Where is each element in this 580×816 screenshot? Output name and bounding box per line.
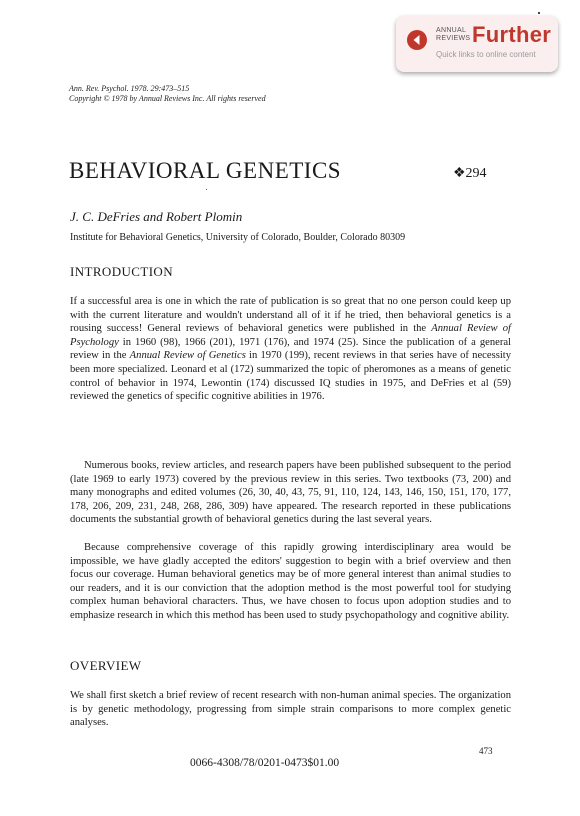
article-title: BEHAVIORAL GENETICS bbox=[69, 158, 342, 183]
overview-p1-text: We shall first sketch a brief review of recent research with non-human animal species. The organization is by genetic methodology, progressing from simple strain comparisons to more complex genetic analyses. bbox=[70, 690, 511, 729]
intro-paragraph-1 bbox=[70, 295, 511, 404]
page-number: 473 bbox=[479, 746, 493, 756]
mark-dot bbox=[538, 12, 540, 14]
intro-p3-text: Because comprehensive coverage of this rapidly growing interdisciplinary area would be impossible, we have gladly accepted the editors' suggestion to begin with a brief overview and then focus our coverage. Human behavioral genetics may be of more general interest than animal studies to our readers, and it is our conviction that the adoption method is the most powerful tool for studying complex human behavioral characters. Thus, we have chosen to focus upon adoption studies and to emphasize research in which this method has been used to study psychopathology and cognitive ability. bbox=[70, 542, 511, 621]
intro-p2-text: Numerous books, review articles, and research papers have been published subsequent to the period (late 1969 to early 1973) covered by the previous review in this series. Two textbooks (73, 200) and many monographs and edited volumes (26, 30, 40, 43, 75, 91, 110, 124, 143, 146, 150, 151, 170, 177, 178, 206, 209, 231, 248, 268, 286, 309) have appeared. The research reported in these publications documents the substantial growth of behavioral genetics during the last several years. bbox=[70, 460, 511, 526]
further-badge[interactable] bbox=[396, 16, 558, 72]
authors: J. C. DeFries and Robert Plomin bbox=[70, 209, 243, 224]
section-heading-introduction: INTRODUCTION bbox=[70, 264, 174, 279]
journal-name-genetics: Annual Review of Genetics bbox=[129, 350, 246, 362]
intro-p1-text-c: in 1970 (199), recent reviews in that series have of necessity been more specialized. Leonard et al (172) summarized the topic of pheromones as a means of genetic control of behavior in 1974, Lewontin (174) discussed IQ studies in 1975, and DeFries et al (59) reviewed the genetics of specific cognitive abilities in 1976. bbox=[70, 350, 512, 403]
speck bbox=[206, 189, 207, 190]
overview-paragraph-1 bbox=[70, 689, 511, 730]
journal-citation: Ann. Rev. Psychol. 1978. 29:473–515 bbox=[69, 84, 190, 93]
intro-paragraph-3 bbox=[70, 541, 511, 623]
intro-paragraph-2 bbox=[70, 459, 511, 527]
section-heading-overview: OVERVIEW bbox=[70, 658, 142, 673]
annual-reviews-logo bbox=[436, 27, 470, 43]
intro-p1-text-b: in 1960 (98), 1966 (201), 1971 (176), and 1974 (25). Since the publication of a general review in the bbox=[70, 336, 511, 362]
annual-label: ANNUAL bbox=[436, 27, 467, 34]
reviews-label: REVIEWS bbox=[436, 35, 471, 42]
play-icon bbox=[407, 30, 427, 50]
further-subtitle: Quick links to online content bbox=[436, 50, 536, 59]
journal-name-psychology: Annual Review of Psychology bbox=[70, 323, 511, 348]
copyright-line: Copyright © 1978 by Annual Reviews Inc. All rights reserved bbox=[69, 94, 266, 103]
affiliation: Institute for Behavioral Genetics, University of Colorado, Boulder, Colorado 80309 bbox=[70, 232, 406, 243]
chapter-number: ❖294 bbox=[453, 166, 487, 181]
further-label: Further bbox=[472, 22, 552, 47]
article-code: 0066-4308/78/0201-0473$01.00 bbox=[190, 757, 340, 769]
intro-p1-text-a: If a successful area is one in which the rate of publication is so great that no one person could keep up with the current literature and wouldn't understand all of it if he tried, then behavioral genetics is a rousing success! General reviews of behavioral genetics were published in the bbox=[70, 296, 511, 335]
